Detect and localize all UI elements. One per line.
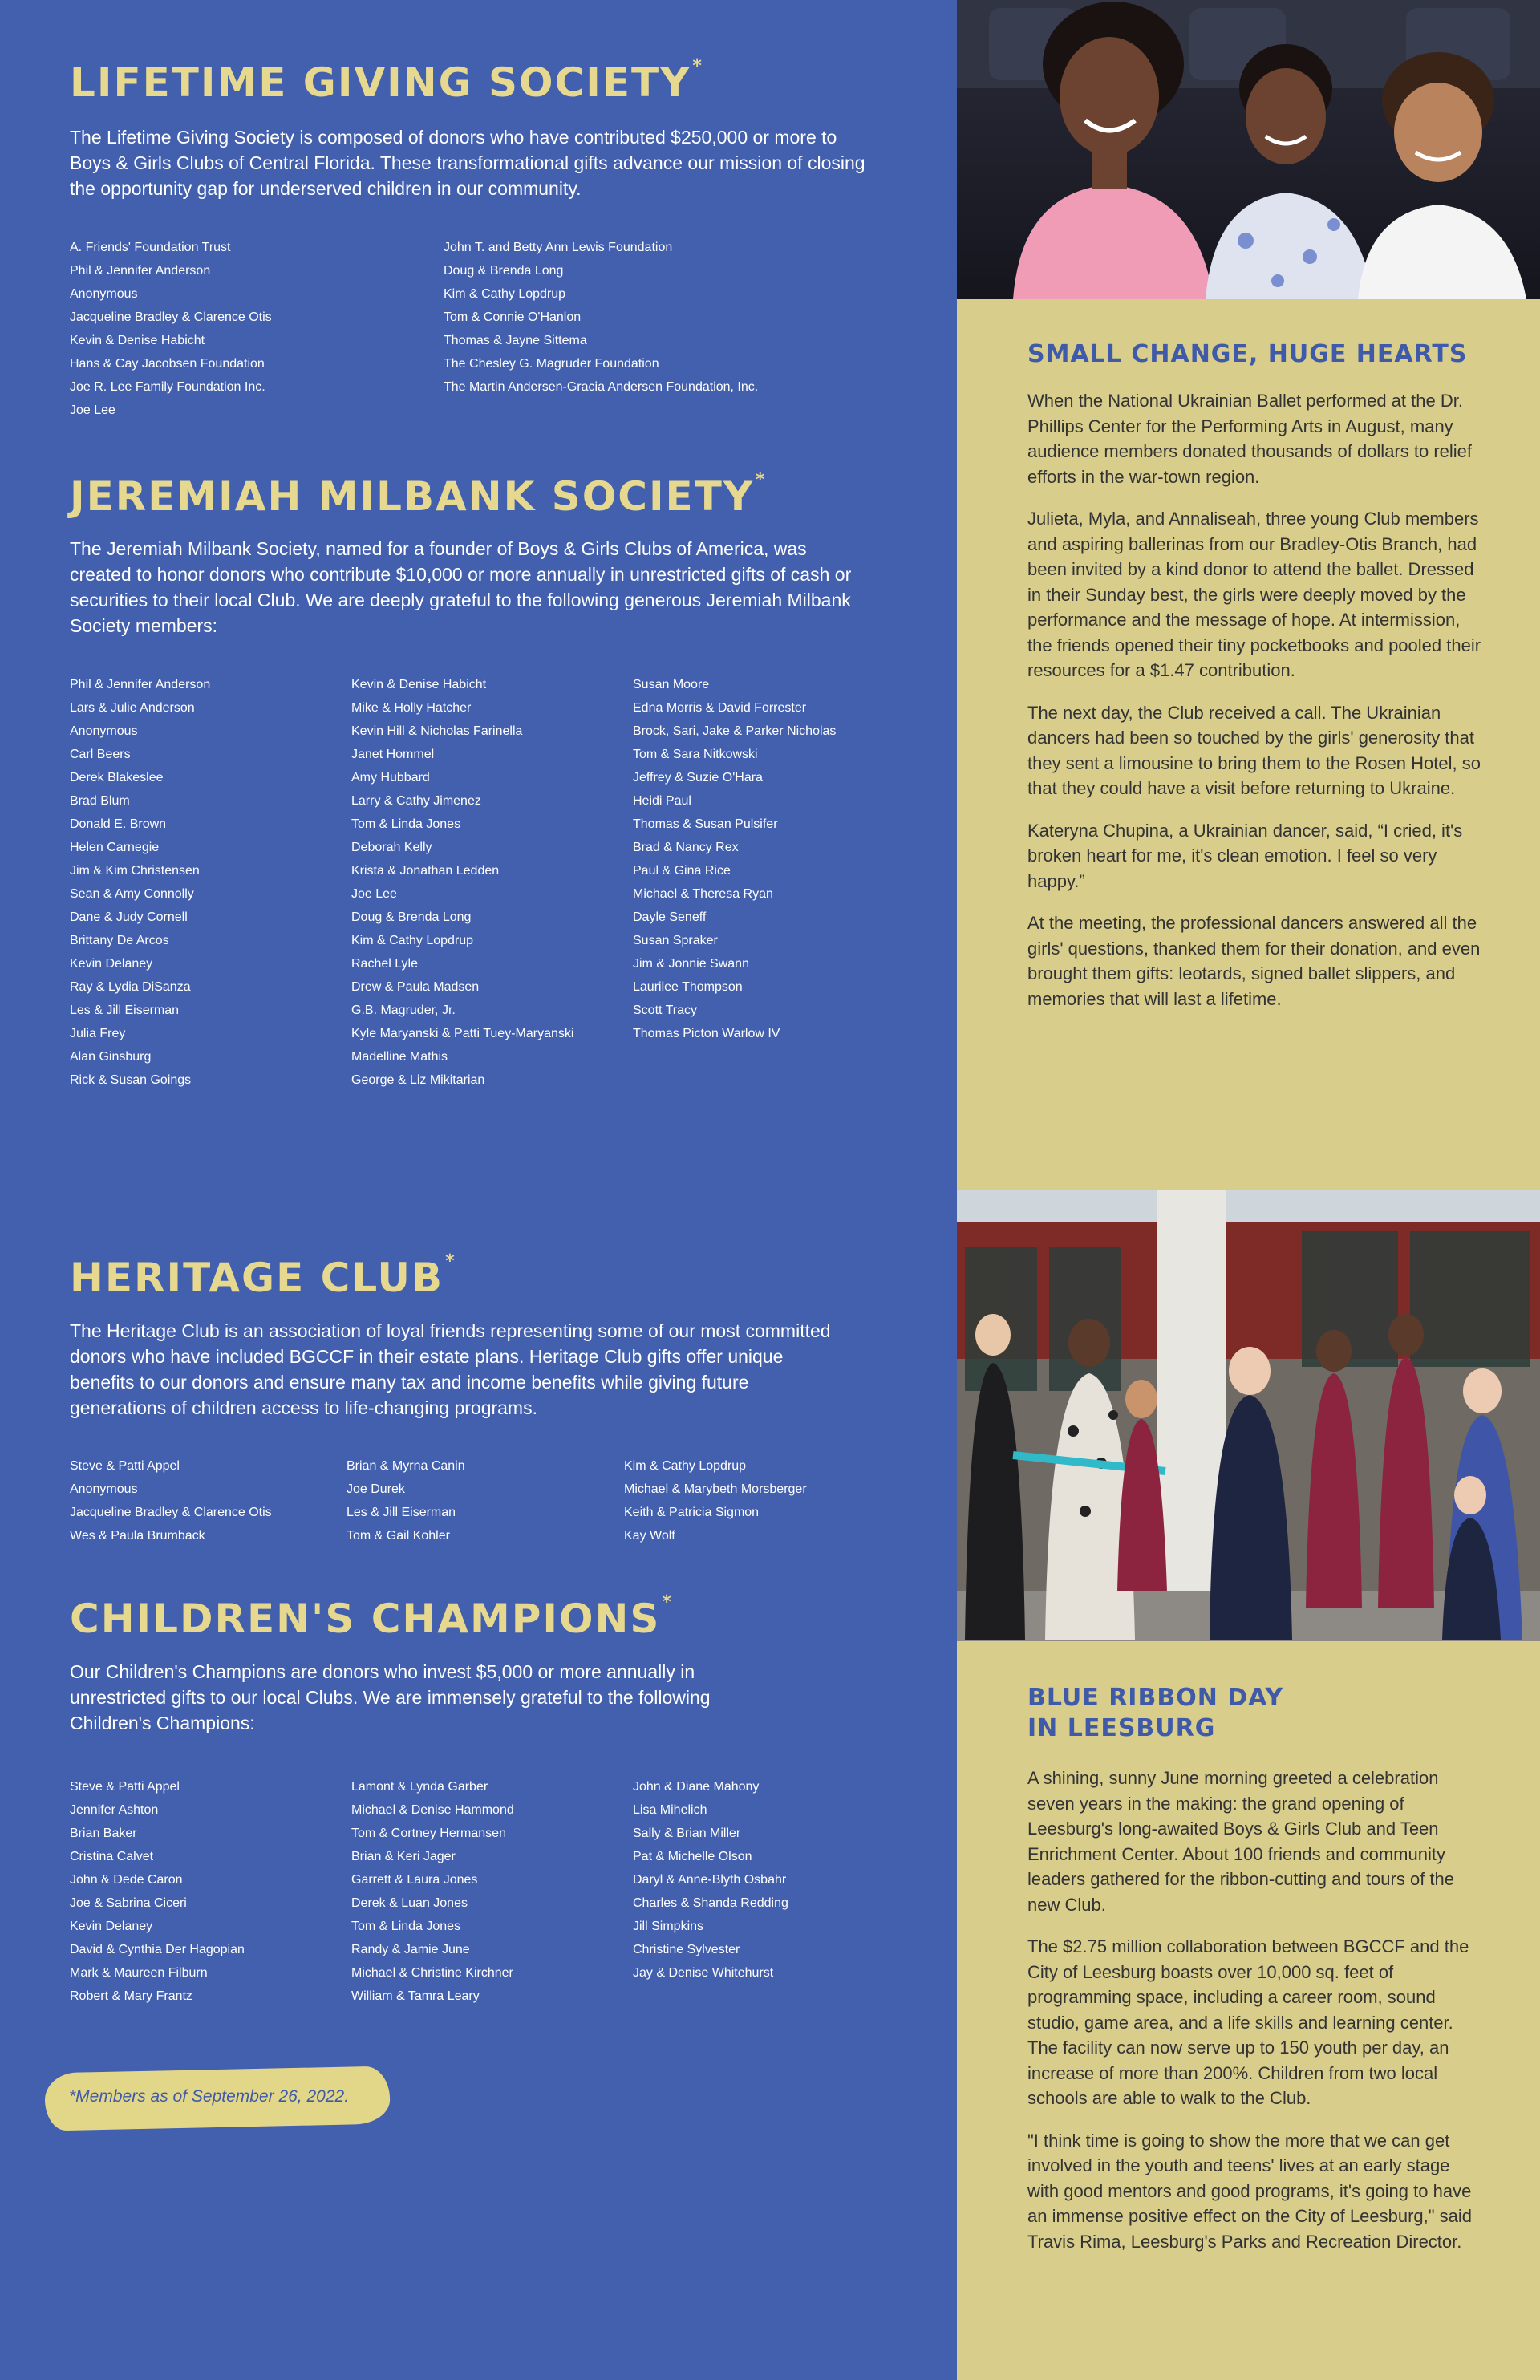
donor-name: Kevin Hill & Nicholas Farinella bbox=[351, 724, 523, 738]
donor-name: Janet Hommel bbox=[351, 748, 435, 761]
donor-name: Cristina Calvet bbox=[70, 1850, 154, 1863]
name-column bbox=[70, 673, 351, 1092]
donor-name: Kim & Cathy Lopdrup bbox=[444, 287, 566, 301]
donor-name: Kyle Maryanski & Patti Tuey-Maryanski bbox=[351, 1027, 574, 1040]
donor-name: Mark & Maureen Filburn bbox=[70, 1966, 208, 1980]
story-paragraph: "I think time is going to show the more that we can get involved in the youth and teens' lives at an early stage with good mentors and good programs, it's going to have an immense positive effect on the City of Leesburg," said Travis Rima, Leesburg's Parks and Recreation Director. bbox=[1027, 2130, 1473, 2252]
donor-name: Thomas & Susan Pulsifer bbox=[633, 817, 778, 831]
donor-name: Phil & Jennifer Anderson bbox=[70, 264, 211, 278]
name-column bbox=[70, 1775, 351, 2008]
donor-name: Jill Simpkins bbox=[633, 1920, 704, 1933]
name-column bbox=[633, 1775, 922, 2008]
donor-name: Brad Blum bbox=[70, 794, 130, 808]
donor-name: Kay Wolf bbox=[624, 1529, 675, 1543]
donor-name: Wes & Paula Brumback bbox=[70, 1529, 205, 1543]
donor-name: Kevin & Denise Habicht bbox=[70, 334, 205, 347]
donor-name: Garrett & Laura Jones bbox=[351, 1873, 478, 1887]
donor-name: Steve & Patti Appel bbox=[70, 1780, 180, 1794]
donor-name: Brian & Myrna Canin bbox=[346, 1459, 465, 1473]
childrens-champions-title: CHILDREN'S CHAMPIONS* bbox=[70, 1592, 673, 1642]
ribbon-cutting-photo bbox=[957, 1190, 1540, 1641]
story-paragraph: A shining, sunny June morning greeted a celebration seven years in the making: the grand opening of Leesburg's long-awaited Boys & Girls Club and Teen Enrichment Center. About 100 friends and community leaders gathered for the ribbon-cutting and tours of the new Club. bbox=[1027, 1768, 1455, 1915]
donor-name: Tom & Connie O'Hanlon bbox=[444, 310, 582, 324]
donor-name: Laurilee Thompson bbox=[633, 980, 743, 994]
donor-name: Charles & Shanda Redding bbox=[633, 1896, 788, 1910]
childrens-champions-list bbox=[70, 1775, 922, 2008]
heritage-club-list bbox=[70, 1454, 913, 1547]
donor-name: Les & Jill Eiserman bbox=[70, 1003, 180, 1017]
donor-name: John & Diane Mahony bbox=[633, 1780, 760, 1794]
donor-name: Madelline Mathis bbox=[351, 1050, 448, 1064]
donor-name: Brittany De Arcos bbox=[70, 934, 169, 947]
donor-name: Jacqueline Bradley & Clarence Otis bbox=[70, 1506, 272, 1519]
donor-name: Michael & Denise Hammond bbox=[351, 1803, 514, 1817]
donor-name: Tom & Sara Nitkowski bbox=[633, 748, 758, 761]
donor-name: Tom & Linda Jones bbox=[351, 1920, 461, 1933]
donor-name: Anonymous bbox=[70, 287, 138, 301]
name-column bbox=[633, 673, 922, 1092]
donor-name: John T. and Betty Ann Lewis Foundation bbox=[444, 241, 673, 254]
donor-name: Derek Blakeslee bbox=[70, 771, 164, 785]
donor-name: Rick & Susan Goings bbox=[70, 1073, 192, 1087]
small-change-title: SMALL CHANGE, HUGE HEARTS bbox=[1027, 340, 1468, 368]
name-column bbox=[351, 1775, 633, 2008]
donor-name: Drew & Paula Madsen bbox=[351, 980, 480, 994]
story-paragraph: Kateryna Chupina, a Ukrainian dancer, said, “I cried, it's broken heart for me, it's clean emotion. I feel so very happy.” bbox=[1027, 820, 1463, 891]
donor-name: Edna Morris & David Forrester bbox=[633, 701, 807, 715]
donor-name: Alan Ginsburg bbox=[70, 1050, 152, 1064]
story-paragraph: Julieta, Myla, and Annaliseah, three young Club members and aspiring ballerinas from our Bradley-Otis Branch, had been invited by a kind donor to attend the ballet. Dressed in their Sunday best, the girls were deeply moved by the performance and the message of hope. At intermission, the friends opened their tiny pocketbooks and pooled their resources for a $1.47 contribution. bbox=[1027, 509, 1481, 680]
donor-name: Carl Beers bbox=[70, 748, 131, 761]
donor-name: Steve & Patti Appel bbox=[70, 1459, 180, 1473]
donor-name: Donald E. Brown bbox=[70, 817, 167, 831]
donor-name: Michael & Marybeth Morsberger bbox=[624, 1482, 807, 1496]
donor-name: Dayle Seneff bbox=[633, 910, 707, 924]
name-column bbox=[70, 236, 444, 422]
donor-name: George & Liz Mikitarian bbox=[351, 1073, 485, 1087]
donor-name: Joe Lee bbox=[70, 403, 116, 417]
donor-name: Doug & Brenda Long bbox=[444, 264, 564, 278]
milbank-society-list bbox=[70, 673, 922, 1092]
donor-name: Phil & Jennifer Anderson bbox=[70, 678, 211, 691]
story-paragraph: When the National Ukrainian Ballet performed at the Dr. Phillips Center for the Performing Arts in August, many audience members donated thousands of dollars to relief efforts in the war-town region. bbox=[1027, 391, 1473, 487]
donor-name: Joe Durek bbox=[346, 1482, 405, 1496]
donor-name: William & Tamra Leary bbox=[351, 1989, 480, 2003]
donor-name: Susan Moore bbox=[633, 678, 710, 691]
donor-name: Anonymous bbox=[70, 724, 138, 738]
donor-name: Michael & Christine Kirchner bbox=[351, 1966, 513, 1980]
donor-name: Christine Sylvester bbox=[633, 1943, 740, 1956]
donor-name: Doug & Brenda Long bbox=[351, 910, 472, 924]
name-column bbox=[351, 673, 633, 1092]
donor-name: Tom & Gail Kohler bbox=[346, 1529, 450, 1543]
donor-name: Michael & Theresa Ryan bbox=[633, 887, 773, 901]
donor-name: Robert & Mary Frantz bbox=[70, 1989, 192, 2003]
story-paragraph: At the meeting, the professional dancers answered all the girls' questions, thanked them for their donation, and even brought them gifts: leotards, signed ballet slippers, and memories that will last a lifetime. bbox=[1027, 913, 1481, 1009]
donor-name: Thomas & Jayne Sittema bbox=[444, 334, 587, 347]
donor-name: Sally & Brian Miller bbox=[633, 1827, 741, 1840]
donor-name: Lars & Julie Anderson bbox=[70, 701, 195, 715]
donor-name: Lamont & Lynda Garber bbox=[351, 1780, 488, 1794]
donor-name: Dane & Judy Cornell bbox=[70, 910, 188, 924]
three-girls-photo bbox=[957, 0, 1540, 299]
donor-name: Jacqueline Bradley & Clarence Otis bbox=[70, 310, 272, 324]
donor-name: Keith & Patricia Sigmon bbox=[624, 1506, 760, 1519]
donor-name: Tom & Linda Jones bbox=[351, 817, 461, 831]
donor-name: Randy & Jamie June bbox=[351, 1943, 470, 1956]
name-column bbox=[70, 1454, 346, 1547]
donor-name: Derek & Luan Jones bbox=[351, 1896, 468, 1910]
name-column bbox=[346, 1454, 624, 1547]
donor-name: Sean & Amy Connolly bbox=[70, 887, 194, 901]
donor-name: David & Cynthia Der Hagopian bbox=[70, 1943, 245, 1956]
donor-name: John & Dede Caron bbox=[70, 1873, 183, 1887]
donor-name: Thomas Picton Warlow IV bbox=[633, 1027, 780, 1040]
donor-name: Joe R. Lee Family Foundation Inc. bbox=[70, 380, 265, 394]
donor-name: Brad & Nancy Rex bbox=[633, 841, 739, 854]
donor-name: Hans & Cay Jacobsen Foundation bbox=[70, 357, 265, 371]
donor-name: Rachel Lyle bbox=[351, 957, 419, 971]
donor-name: Joe & Sabrina Ciceri bbox=[70, 1896, 187, 1910]
story-paragraph: The $2.75 million collaboration between BGCCF and the City of Leesburg boasts over 10,000 sq. feet of programming space, including a career room, sound studio, game area, and a life skills and learning center. The facility can now serve up to 150 youth per day, an increase of more than 200%. Children from two local schools are able to walk to the Club. bbox=[1027, 1936, 1469, 2108]
donor-name: The Chesley G. Magruder Foundation bbox=[444, 357, 659, 371]
donor-name: Les & Jill Eiserman bbox=[346, 1506, 456, 1519]
donor-name: Jeffrey & Suzie O'Hara bbox=[633, 771, 763, 785]
name-column bbox=[624, 1454, 913, 1547]
donor-name: Kevin Delaney bbox=[70, 1920, 153, 1933]
donor-name: Joe Lee bbox=[351, 887, 397, 901]
donor-name: Kevin & Denise Habicht bbox=[351, 678, 487, 691]
stories-column bbox=[957, 0, 1540, 2380]
donor-name: The Martin Andersen-Gracia Andersen Foundation, Inc. bbox=[444, 380, 759, 394]
donor-name: A. Friends' Foundation Trust bbox=[70, 241, 231, 254]
donor-name: Susan Spraker bbox=[633, 934, 718, 947]
donor-name: Helen Carnegie bbox=[70, 841, 160, 854]
donor-name: Kim & Cathy Lopdrup bbox=[351, 934, 474, 947]
donor-name: Daryl & Anne-Blyth Osbahr bbox=[633, 1873, 787, 1887]
story-paragraph: The next day, the Club received a call. The Ukrainian dancers had been so touched by the girls' generosity that they sent a limousine to bring them to the Rosen Hotel, so that they could have a visit before returning to Ukraine. bbox=[1027, 702, 1481, 798]
milbank-society-intro: The Jeremiah Milbank Society, named for a founder of Boys & Girls Clubs of America, was created to honor donors who contribute $10,000 or more annually in unrestricted gifts of cash or securities to their local Club. We are deeply grateful to the following generous Jeremiah Milbank Society members: bbox=[70, 538, 852, 636]
donor-name: Heidi Paul bbox=[633, 794, 691, 808]
donor-name: Kevin Delaney bbox=[70, 957, 153, 971]
donor-name: Jay & Denise Whitehurst bbox=[633, 1966, 774, 1980]
donor-name: Brock, Sari, Jake & Parker Nicholas bbox=[633, 724, 837, 738]
blue-ribbon-day-story bbox=[1027, 1766, 1485, 2271]
donor-name: Krista & Jonathan Ledden bbox=[351, 864, 500, 878]
donor-name: Scott Tracy bbox=[633, 1003, 698, 1017]
donor-name: Deborah Kelly bbox=[351, 841, 432, 854]
donor-name: Brian & Keri Jager bbox=[351, 1850, 456, 1863]
donor-name: Amy Hubbard bbox=[351, 771, 430, 785]
donor-name: Larry & Cathy Jimenez bbox=[351, 794, 481, 808]
members-as-of-footnote: *Members as of September 26, 2022. bbox=[69, 2087, 350, 2106]
donor-name: Jennifer Ashton bbox=[70, 1803, 159, 1817]
donor-name: Jim & Jonnie Swann bbox=[633, 957, 749, 971]
donor-name: Tom & Cortney Hermansen bbox=[351, 1827, 506, 1840]
donor-name: G.B. Magruder, Jr. bbox=[351, 1003, 456, 1017]
donor-name: Mike & Holly Hatcher bbox=[351, 701, 472, 715]
donor-name: Kim & Cathy Lopdrup bbox=[624, 1459, 747, 1473]
donor-name: Ray & Lydia DiSanza bbox=[70, 980, 191, 994]
lifetime-giving-list bbox=[70, 236, 845, 422]
donor-name: Pat & Michelle Olson bbox=[633, 1850, 752, 1863]
heritage-club-intro: The Heritage Club is an association of loyal friends representing some of our most committed donors who have included BGCCF in their estate plans. Heritage Club gifts offer unique benefits to our donors and ensure many tax and income benefits while giving future generations of children access to life-changing programs. bbox=[70, 1320, 831, 1418]
donor-name: Lisa Mihelich bbox=[633, 1803, 707, 1817]
donor-name: Jim & Kim Christensen bbox=[70, 864, 200, 878]
heritage-club-title: HERITAGE CLUB* bbox=[70, 1251, 456, 1301]
blue-ribbon-day-title: BLUE RIBBON DAY IN LEESBURG bbox=[1027, 1684, 1284, 1742]
small-change-story bbox=[1027, 388, 1485, 1028]
childrens-champions-intro: Our Children's Champions are donors who invest $5,000 or more annually in unrestricted gifts to our local Clubs. We are immensely grateful to the following Children's Champions: bbox=[70, 1661, 711, 1733]
donor-name: Anonymous bbox=[70, 1482, 138, 1496]
donor-name: Paul & Gina Rice bbox=[633, 864, 731, 878]
donor-name: Julia Frey bbox=[70, 1027, 126, 1040]
name-column bbox=[444, 236, 845, 422]
donor-name: Brian Baker bbox=[70, 1827, 137, 1840]
milbank-society-title: JEREMIAH MILBANK SOCIETY* bbox=[70, 470, 767, 520]
lifetime-giving-title: LIFETIME GIVING SOCIETY* bbox=[70, 56, 703, 106]
lifetime-giving-intro: The Lifetime Giving Society is composed of donors who have contributed $250,000 or more to Boys & Girls Clubs of Central Florida. These transformational gifts advance our mission of closing the opportunity gap for underserved children in our community. bbox=[70, 127, 865, 199]
